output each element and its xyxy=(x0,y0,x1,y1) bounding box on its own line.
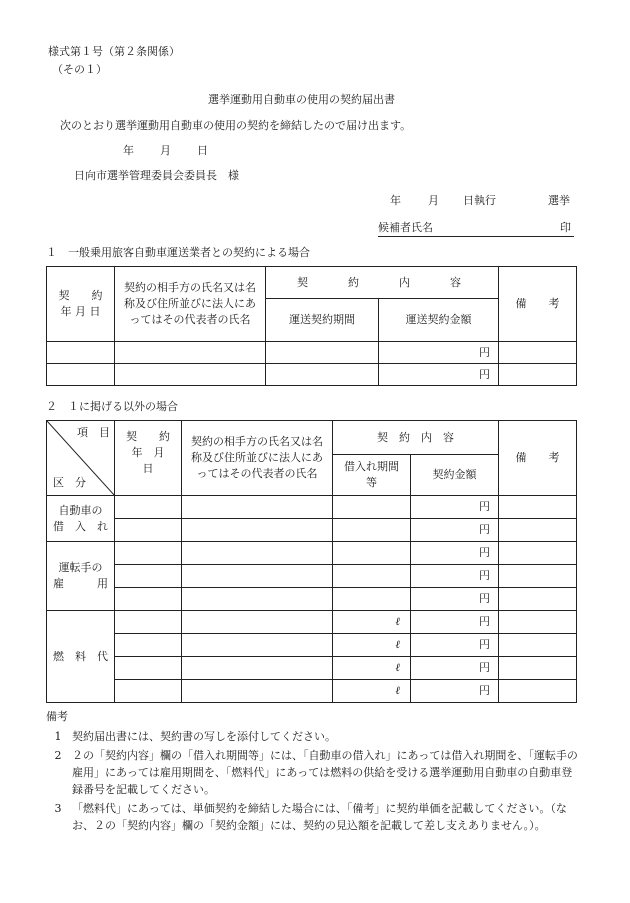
date-month: 月 xyxy=(160,144,171,157)
s2-label-driver: 運転手の 雇 用 xyxy=(47,542,115,611)
election-month: 月 xyxy=(428,194,439,207)
s2-row-driver: 円 xyxy=(47,565,577,588)
s1-header-party: 契約の相手方の氏名又は名称及び住所並びに法人にあってはその代表者の氏名 xyxy=(115,267,266,342)
candidate-underline xyxy=(378,236,574,237)
s2-row-fuel: ℓ 円 xyxy=(47,634,577,657)
date-day: 日 xyxy=(197,144,208,157)
s2-header-remarks: 備 考 xyxy=(499,421,577,496)
s2-row-fuel: 燃 料 代 ℓ 円 xyxy=(47,611,577,634)
s2-row-fuel: ℓ 円 xyxy=(47,680,577,703)
s1-header-remarks: 備 考 xyxy=(499,267,577,342)
seal-mark: 印 xyxy=(560,221,571,234)
candidate-label: 候補者氏名 xyxy=(378,221,433,234)
s2-label-car: 自動車の 借 入 れ xyxy=(47,496,115,542)
date-year: 年 xyxy=(123,144,134,157)
note-item: 2 ２の「契約内容」欄の「借入れ期間等」には、「自動車の借入れ」にあっては借入れ期間を、「運転手の雇用」にあっては雇用期間を、「燃料代」にあっては燃料の供給を受ける選挙運動用自動車の自動車登録番号を記載してください。 xyxy=(54,749,578,796)
intro-text: 次のとおり選挙運動用自動車の使用の契約を締結したので届け出ます。 xyxy=(60,119,412,132)
s2-header-date: 契 約 年 月 日 xyxy=(115,421,182,496)
s1-row: 円 xyxy=(47,342,577,364)
s1-header-amount: 運送契約金額 xyxy=(379,299,499,342)
s1-row: 円 xyxy=(47,364,577,386)
note-item: 3 「燃料代」にあっては、単価契約を締結した場合には、「備考」に契約単価を記載してください。（なお、２の「契約内容」欄の「契約金額」には、契約の見込額を記載して差し支えありません。）。 xyxy=(54,802,567,832)
s1-header-date: 契 約 年 月 日 xyxy=(47,267,115,342)
section2-heading: ２ １に掲げる以外の場合 xyxy=(46,400,178,413)
s1-header-contract: 契 約 内 容 xyxy=(266,267,499,299)
addressee: 日向市選挙管理委員会委員長 様 xyxy=(74,169,239,182)
form-number: 様式第１号（第２条関係） xyxy=(48,45,180,58)
election-suffix: 選挙 xyxy=(548,194,570,207)
s2-header-party: 契約の相手方の氏名又は名称及び住所並びに法人にあってはその代表者の氏名 xyxy=(182,421,333,496)
form-part: （その１） xyxy=(52,63,107,76)
election-year: 年 xyxy=(390,194,401,207)
s2-row-car: 自動車の 借 入 れ 円 xyxy=(47,496,577,519)
s2-header-contract: 契 約 内 容 xyxy=(333,421,499,455)
s2-row-driver: 運転手の 雇 用 円 xyxy=(47,542,577,565)
notes-heading: 備考 xyxy=(46,710,68,723)
section2-table xyxy=(46,420,577,703)
s2-diagonal-header: 項 目 区 分 xyxy=(47,421,115,496)
s2-row-car: 円 xyxy=(47,519,577,542)
section1-table xyxy=(46,266,577,386)
document-title: 選挙運動用自動車の使用の契約届出書 xyxy=(208,93,395,106)
s2-label-fuel: 燃 料 代 xyxy=(47,611,115,703)
election-day: 日執行 xyxy=(463,194,496,207)
s2-header-amount: 契約金額 xyxy=(411,455,499,496)
note-item: 1 契約届出書には、契約書の写しを添付してください。 xyxy=(54,730,336,743)
section1-heading: １ 一般乗用旅客自動車運送業者との契約による場合 xyxy=(46,246,310,259)
s2-header-period: 借入れ期間等 xyxy=(333,455,411,496)
s1-header-period: 運送契約期間 xyxy=(266,299,379,342)
s2-row-driver: 円 xyxy=(47,588,577,611)
s2-row-fuel: ℓ 円 xyxy=(47,657,577,680)
